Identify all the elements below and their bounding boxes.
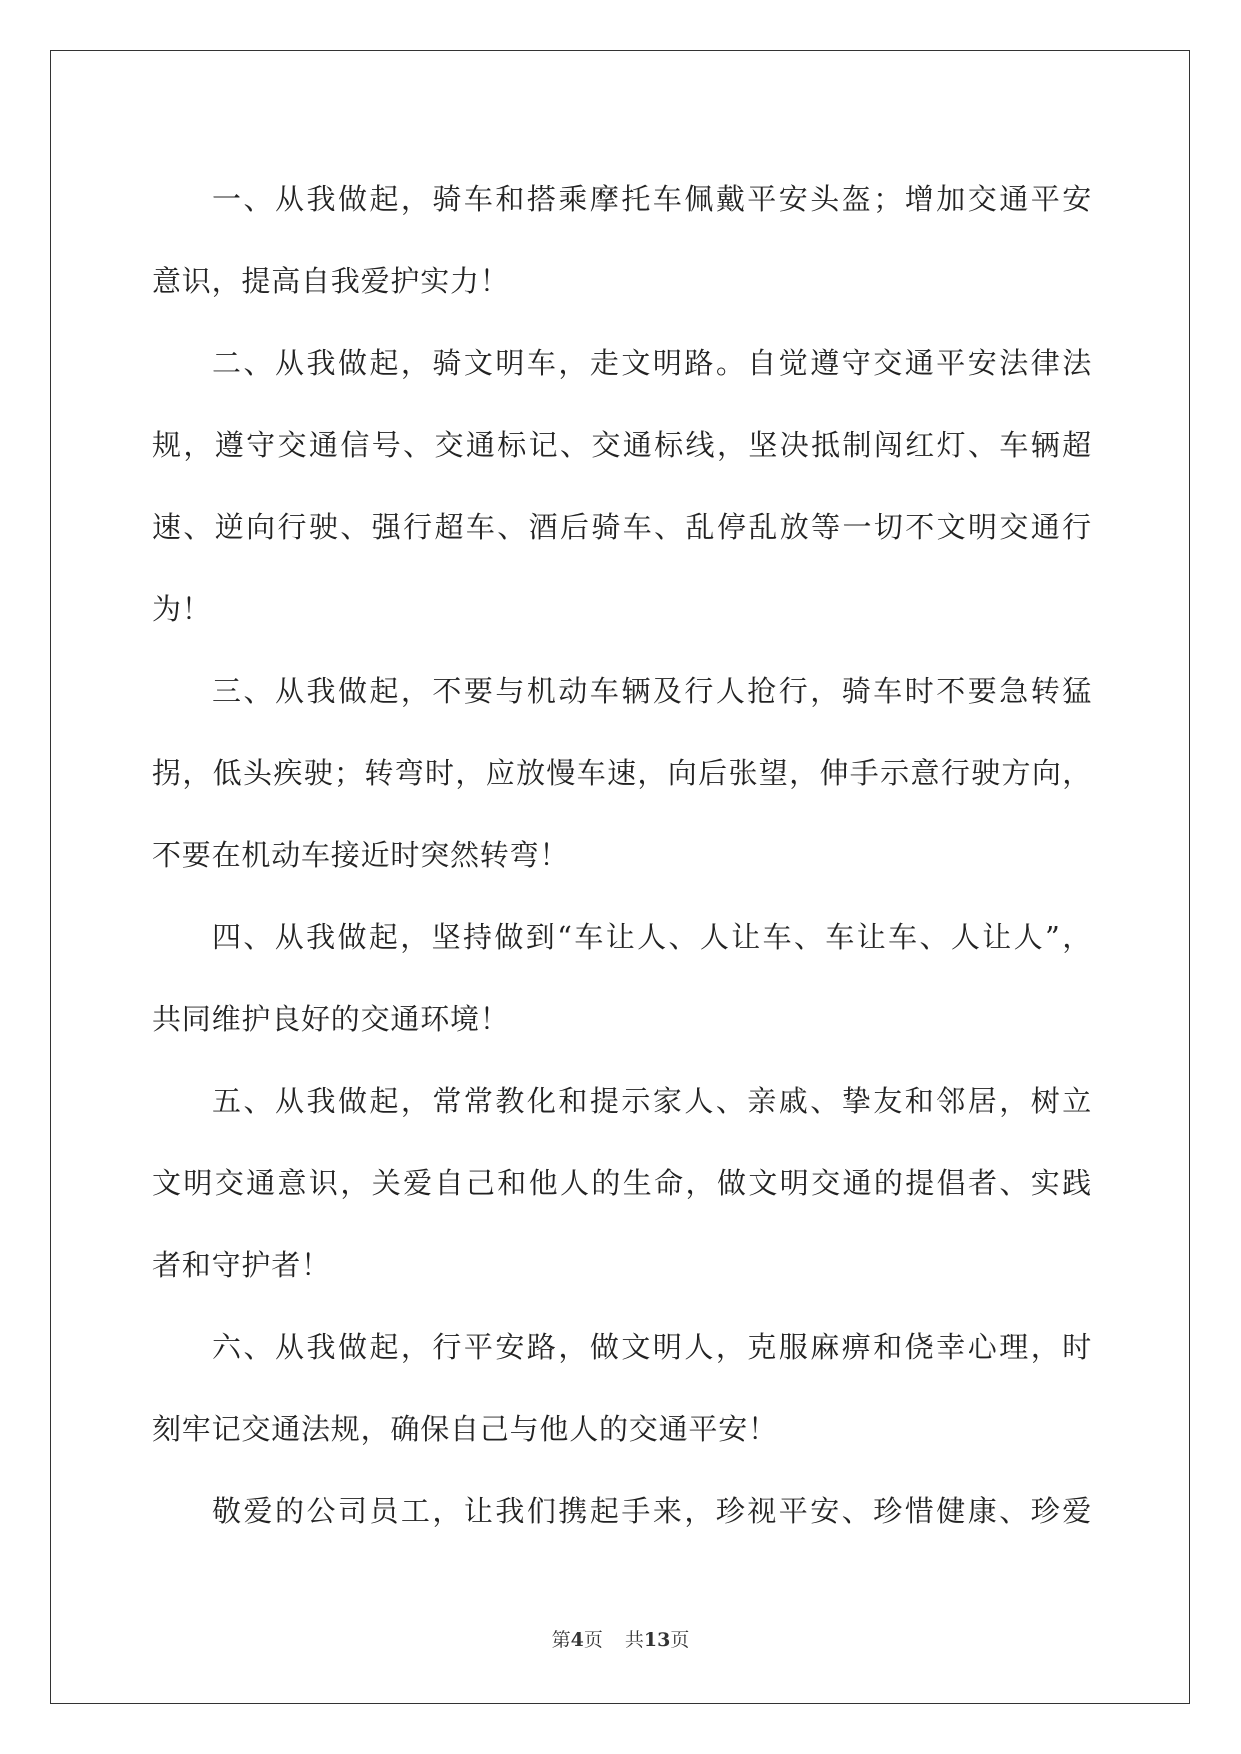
footer-prefix: 第 (551, 1629, 571, 1651)
footer-total-suffix: 页 (670, 1629, 690, 1651)
paragraph-3-line-2: 拐，低头疾驶；转弯时，应放慢车速，向后张望，伸手示意行驶方向， (152, 756, 1092, 790)
paragraph-7-line-1: 敬爱的公司员工，让我们携起手来，珍视平安、珍惜健康、珍爱 (212, 1494, 1092, 1528)
paragraph-6-line-1: 六、从我做起，行平安路，做文明人，克服麻痹和侥幸心理，时 (212, 1330, 1092, 1364)
footer-total-prefix: 共 (624, 1629, 644, 1651)
footer-page-suffix: 页 (583, 1629, 603, 1651)
paragraph-6-line-2: 刻牢记交通法规，确保自己与他人的交通平安！ (152, 1412, 778, 1446)
paragraph-4-line-2: 共同维护良好的交通环境！ (152, 1002, 510, 1036)
paragraph-3-line-3: 不要在机动车接近时突然转弯！ (152, 838, 570, 872)
paragraph-5-line-2: 文明交通意识，关爱自己和他人的生命，做文明交通的提倡者、实践 (152, 1166, 1092, 1200)
page-footer (0, 1625, 1241, 1652)
paragraph-5-line-3: 者和守护者！ (152, 1248, 331, 1282)
paragraph-2-line-4: 为！ (152, 592, 212, 626)
paragraph-2-line-2: 规，遵守交通信号、交通标记、交通标线，坚决抵制闯红灯、车辆超 (152, 428, 1092, 462)
paragraph-3-line-1: 三、从我做起，不要与机动车辆及行人抢行，骑车时不要急转猛 (212, 674, 1092, 708)
current-page-number: 4 (570, 1629, 584, 1651)
paragraph-2-line-1: 二、从我做起，骑文明车，走文明路。自觉遵守交通平安法律法 (212, 346, 1092, 380)
paragraph-5-line-1: 五、从我做起，常常教化和提示家人、亲戚、挚友和邻居，树立 (212, 1084, 1092, 1118)
paragraph-4-line-1: 四、从我做起，坚持做到“车让人、人让车、车让车、人让人”， (212, 920, 1092, 954)
paragraph-1-line-2: 意识，提高自我爱护实力！ (152, 264, 510, 298)
total-page-count: 13 (643, 1629, 671, 1651)
paragraph-2-line-3: 速、逆向行驶、强行超车、酒后骑车、乱停乱放等一切不文明交通行 (152, 510, 1092, 544)
paragraph-1-line-1: 一、从我做起，骑车和搭乘摩托车佩戴平安头盔；增加交通平安 (212, 182, 1092, 216)
document-body (152, 158, 1092, 1552)
